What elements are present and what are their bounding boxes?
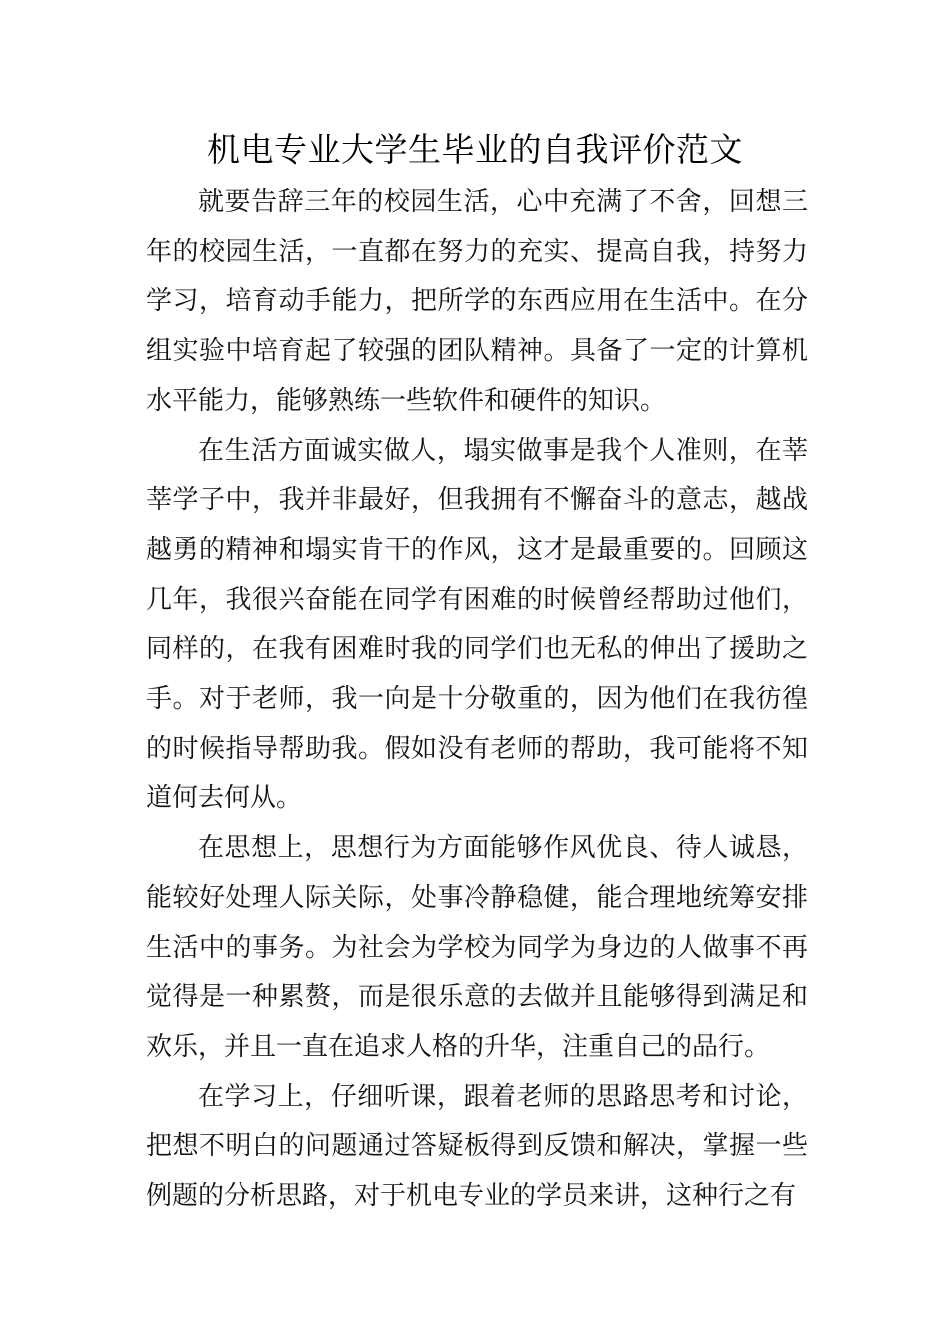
paragraph: 在思想上，思想行为方面能够作风优良、待人诚恳，能较好处理人际关际，处事冷静稳健，能合理地统筹安排生活中的事务。为社会为学校为同学为身边的人做事不再觉得是一种累赘，而是很乐意的去做并且能够得到满足和欢乐，并且一直在追求人格的升华，注重自己的品行。 [146,833,808,1062]
paragraph: 就要告辞三年的校园生活，心中充满了不舍，回想三年的校园生活，一直都在努力的充实、提高自我，持努力学习，培育动手能力，把所学的东西应用在生活中。在分组实验中培育起了较强的团队精神。具备了一定的计算机水平能力，能够熟练一些软件和硬件的知识。 [146,187,808,416]
document-title: 机电专业大学生毕业的自我评价范文 [207,130,743,169]
document-body [146,178,808,1222]
paragraph: 在学习上，仔细听课，跟着老师的思路思考和讨论，把想不明白的问题通过答疑板得到反馈和解决，掌握一些例题的分析思路，对于机电专业的学员来讲，这种行之有 [146,1081,808,1212]
paragraph: 在生活方面诚实做人，塌实做事是我个人准则，在莘莘学子中，我并非最好，但我拥有不懈奋斗的意志，越战越勇的精神和塌实肯干的作风，这才是最重要的。回顾这几年，我很兴奋能在同学有困难的时候曾经帮助过他们，同样的，在我有困难时我的同学们也无私的伸出了援助之手。对于老师，我一向是十分敬重的，因为他们在我彷徨的时候指导帮助我。假如没有老师的帮助，我可能将不知道何去何从。 [146,435,808,814]
